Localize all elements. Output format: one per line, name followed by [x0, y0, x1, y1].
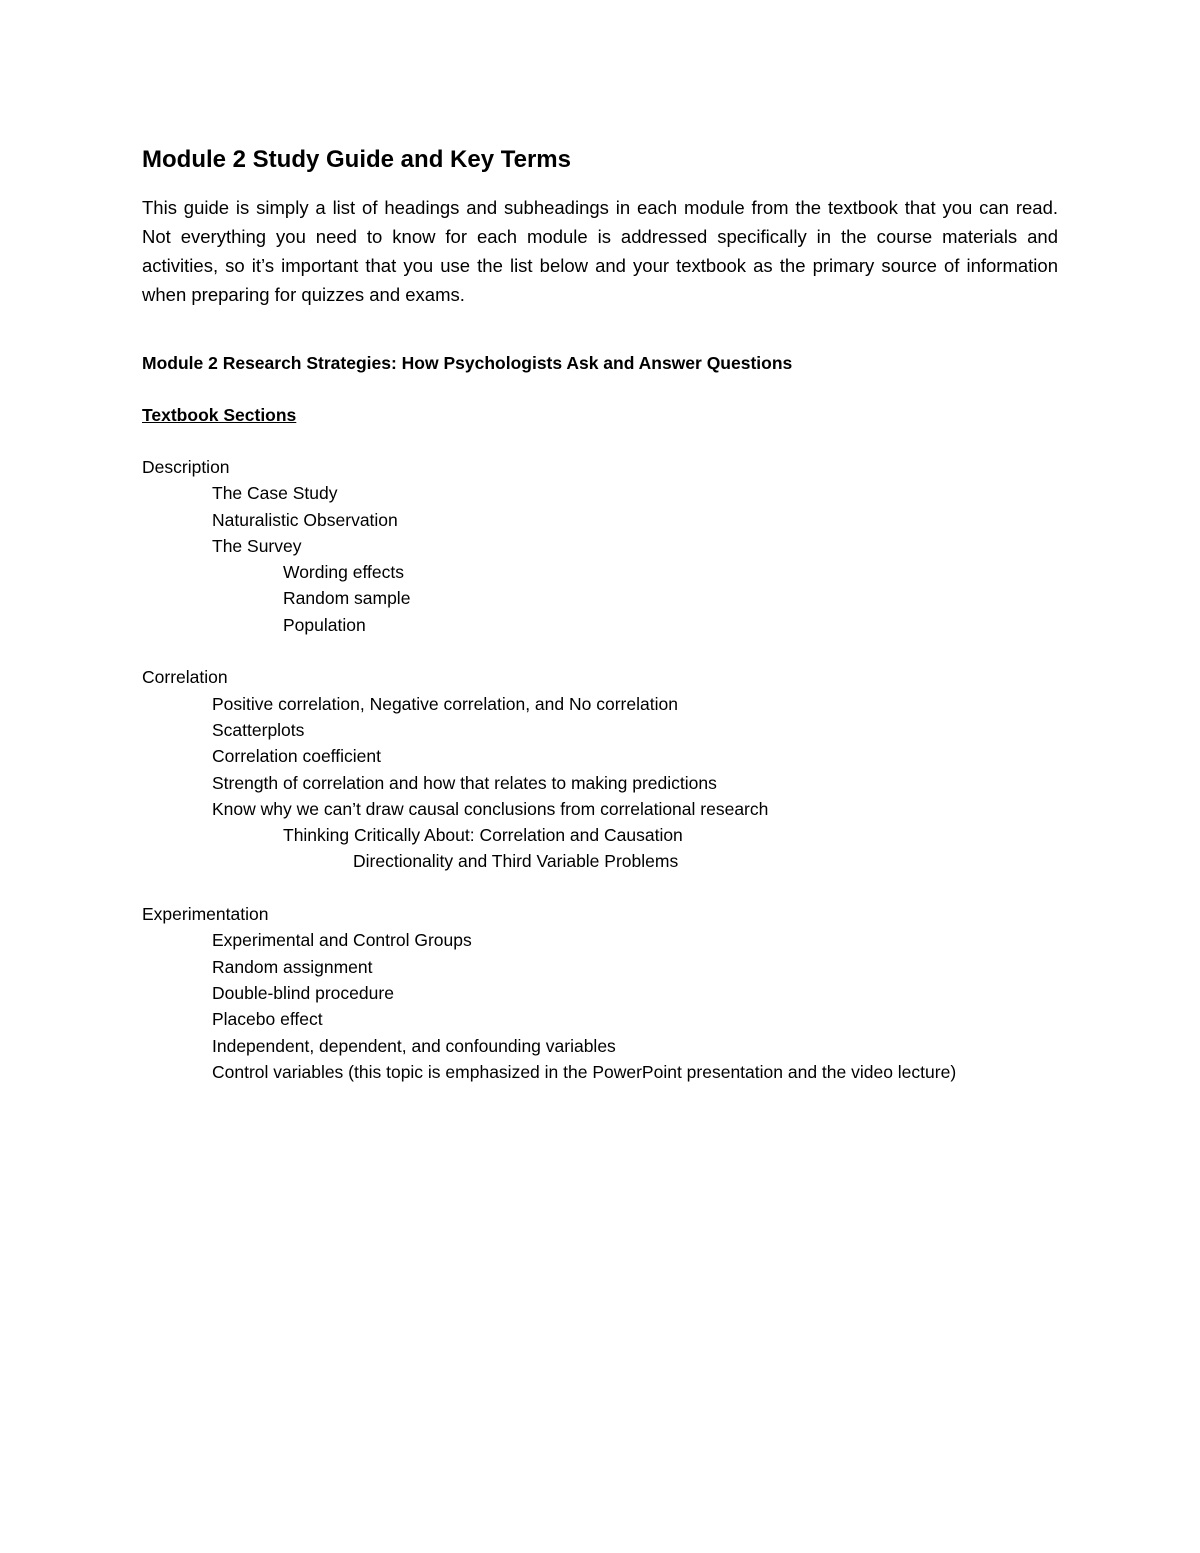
- outline-item: Scatterplots: [212, 719, 305, 740]
- outline-subsubitem: Directionality and Third Variable Problems: [353, 851, 679, 872]
- outline-item: Independent, dependent, and confounding variables: [212, 1035, 616, 1056]
- module-heading: Module 2 Research Strategies: How Psychologists Ask and Answer Questions: [142, 353, 793, 373]
- page-title: Module 2 Study Guide and Key Terms: [142, 146, 571, 173]
- outline-subitem: Random sample: [283, 588, 411, 609]
- textbook-sections-label: Textbook Sections: [142, 405, 297, 425]
- outline-item: Double-blind procedure: [212, 982, 394, 1003]
- outline-spacer: [142, 638, 1142, 664]
- outline-list: [142, 454, 1142, 1085]
- outline-item: Positive correlation, Negative correlation, and No correlation: [212, 693, 678, 714]
- outline-subitem: Thinking Critically About: Correlation and Causation: [283, 825, 683, 846]
- outline-subitem: Population: [283, 614, 366, 635]
- outline-item: Control variables (this topic is emphasized in the PowerPoint presentation and the video lecture): [212, 1061, 957, 1082]
- outline-item: Random assignment: [212, 956, 373, 977]
- outline-heading-description: Description: [142, 457, 230, 477]
- outline-spacer: [142, 875, 1142, 901]
- outline-item: Experimental and Control Groups: [212, 930, 472, 951]
- outline-item: Naturalistic Observation: [212, 509, 398, 530]
- intro-paragraph: This guide is simply a list of headings and subheadings in each module from the textbook that you can read. Not everything you need to know for each module is addressed specifically in the course materials and activities, so it’s important that you use the list below and your textbook as the primary source of information when preparing for quizzes and exams.: [142, 197, 1058, 305]
- outline-item: Strength of correlation and how that relates to making predictions: [212, 772, 717, 793]
- outline-heading-experimentation: Experimentation: [142, 904, 269, 925]
- outline-item: Placebo effect: [212, 1009, 323, 1030]
- outline-item: The Survey: [212, 535, 302, 556]
- outline-subitem: Wording effects: [283, 562, 404, 583]
- outline-item: Correlation coefficient: [212, 746, 381, 767]
- outline-item: The Case Study: [212, 483, 338, 504]
- outline-item: Know why we can’t draw causal conclusions from correlational research: [212, 798, 769, 819]
- outline-heading-correlation: Correlation: [142, 667, 228, 688]
